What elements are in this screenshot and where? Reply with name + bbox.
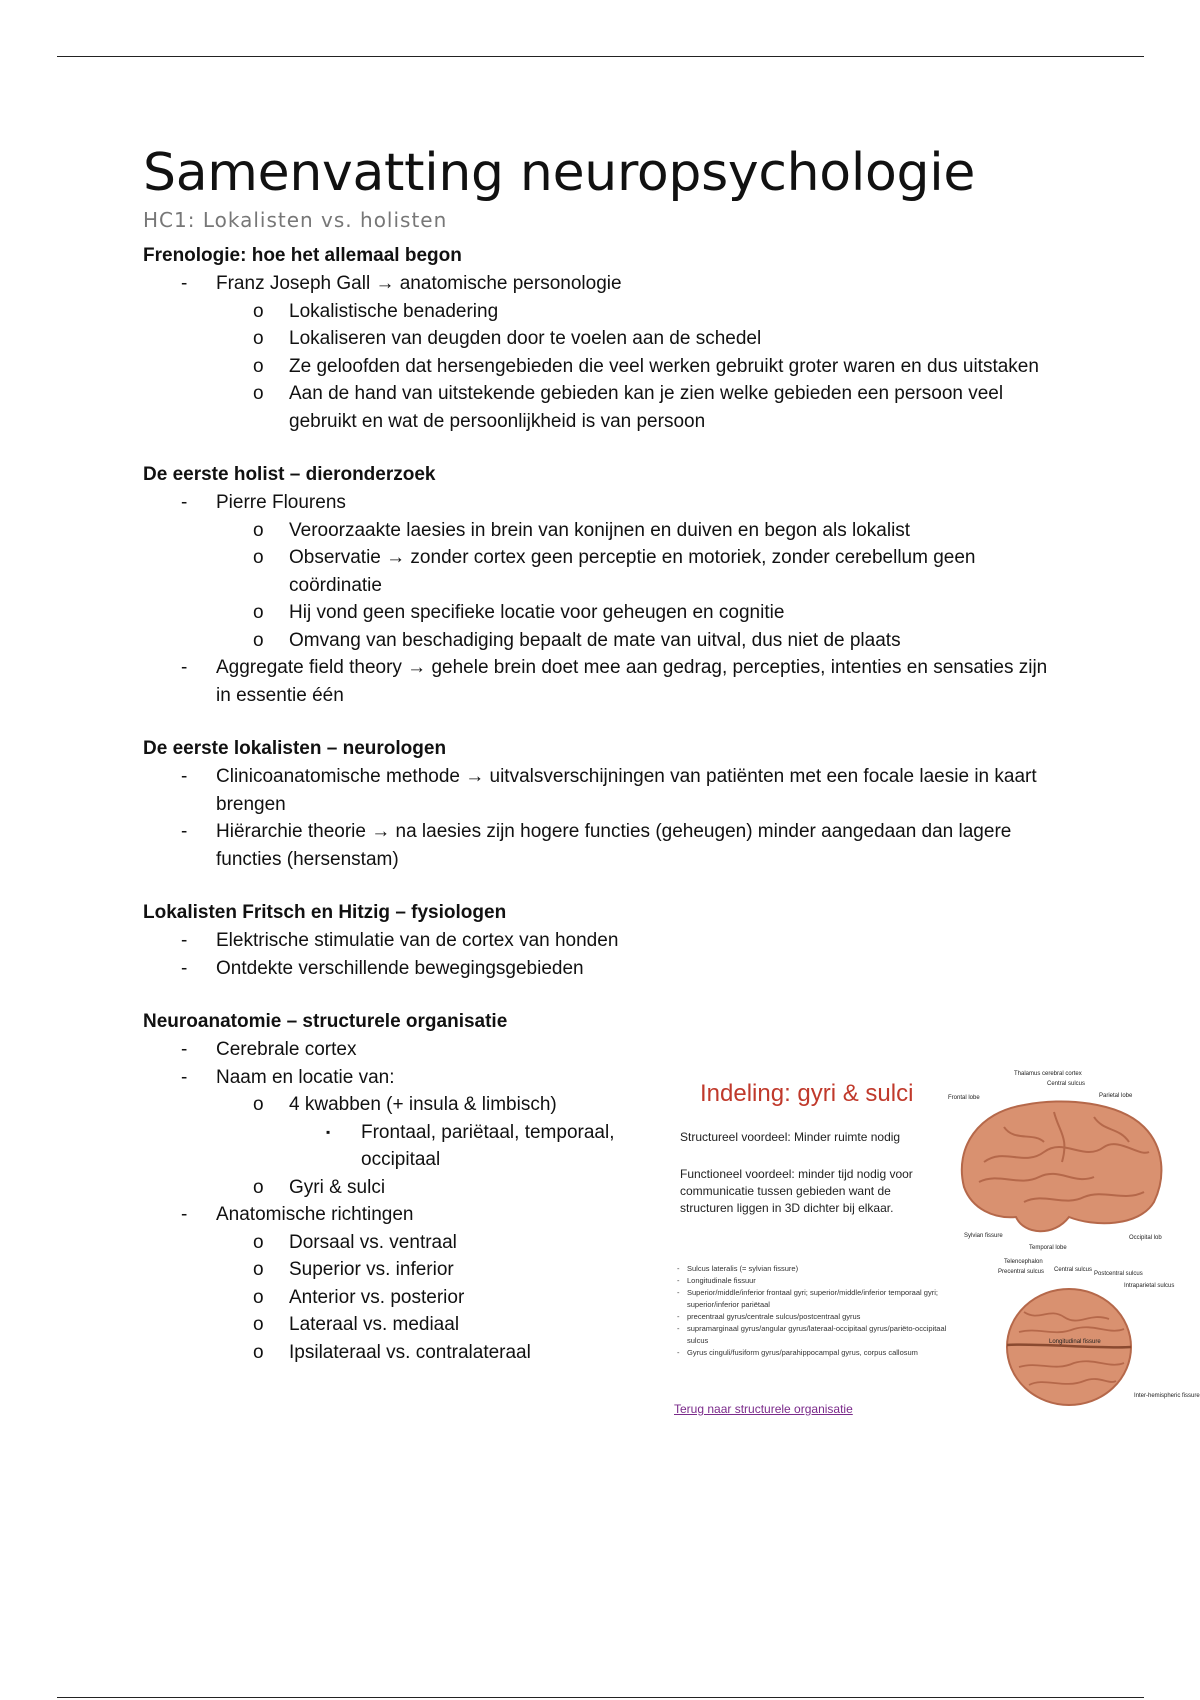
list-item-text: Superior vs. inferior: [289, 1259, 454, 1280]
list-item: [143, 818, 1063, 873]
list-item-text: Anatomische richtingen: [216, 1204, 414, 1225]
list-item: [143, 927, 1063, 955]
list-item: [143, 1119, 653, 1174]
bullet-marker: o: [253, 1231, 264, 1253]
list-item-text: Ontdekte verschillende bewegingsgebieden: [216, 957, 584, 979]
brain-figure: [667, 1067, 1200, 1425]
figure-list: [677, 1263, 947, 1359]
bullet-list: [143, 270, 1063, 435]
bullet-marker: o: [253, 602, 264, 623]
list-item: [143, 325, 1063, 353]
bullet-marker: o: [253, 519, 264, 541]
list-item: [143, 1091, 653, 1119]
bullet-marker: -: [181, 766, 188, 787]
figure-list-item: - supramarginaal gyrus/angular gyrus/lateraal-occipitaal gyrus/pariëto-occipitaal sulcus: [677, 1323, 947, 1347]
bullet-marker: -: [181, 273, 188, 294]
section-heading: Lokalisten Fritsch en Hitzig – fysiologen: [143, 902, 507, 923]
bullet-marker: o: [253, 383, 264, 404]
header-rule: [57, 56, 1144, 57]
list-item: [143, 353, 1063, 381]
section: [143, 461, 1063, 709]
list-item-text: Aggregate field theory → gehele brein doet mee aan gedrag, percepties, intenties en sensaties zijn in essentie één: [216, 657, 1048, 706]
list-item: [143, 599, 1063, 627]
list-item-text: 4 kwabben (+ insula & limbisch): [289, 1094, 557, 1115]
bullet-marker: o: [253, 355, 264, 377]
list-item-text: Aan de hand van uitstekende gebieden kan je zien welke gebieden een persoon veel gebruikt en wat de persoonlijkheid is van persoon: [289, 383, 1004, 432]
footer-rule: [57, 1697, 1144, 1698]
section: [143, 899, 1063, 982]
bullet-marker: -: [181, 1066, 188, 1088]
brain-label: Inter-hemispheric fissure: [1134, 1393, 1200, 1399]
bullet-marker: o: [253, 1314, 264, 1335]
list-item: [143, 489, 1063, 517]
lateral-brain-illustration: [944, 1067, 1174, 1252]
list-item: [143, 1229, 653, 1257]
bullet-marker: -: [181, 1204, 188, 1225]
bullet-marker: o: [253, 1259, 264, 1280]
brain-label: Thalamus cerebral cortex: [1014, 1071, 1082, 1077]
list-item: [143, 1201, 653, 1229]
page-subtitle: HC1: Lokalisten vs. holisten: [143, 208, 448, 232]
brain-label: Postcentral sulcus: [1094, 1271, 1143, 1277]
bullet-list: [143, 927, 1063, 982]
list-item-text: Observatie → zonder cortex geen perceptie en motoriek, zonder cerebellum geen coördinatie: [289, 547, 976, 596]
list-item: [143, 517, 1063, 545]
figure-list-item: - Longitudinale fissuur: [677, 1275, 947, 1287]
list-item-text: Lokalistische benadering: [289, 300, 499, 322]
brain-label: Precentral sulcus: [998, 1269, 1045, 1275]
list-item-text: Frontaal, pariëtaal, temporaal, occipitaal: [361, 1121, 615, 1170]
list-item-text: Hiërarchie theorie → na laesies zijn hogere functies (geheugen) minder aangedaan dan lagere functies (hersenstam): [216, 821, 1012, 870]
list-item-text: Lokaliseren van deugden door te voelen aan de schedel: [289, 328, 762, 349]
list-item: [143, 270, 1063, 298]
section-heading: De eerste lokalisten – neurologen: [143, 738, 447, 759]
list-item-text: Ze geloofden dat hersengebieden die veel werken gebruikt groter waren en dus uitstaken: [289, 355, 1039, 377]
brain-label: Central sulcus: [1047, 1081, 1086, 1087]
list-item-text: Dorsaal vs. ventraal: [289, 1231, 457, 1253]
list-item-text: Clinicoanatomische methode → uitvalsverschijningen van patiënten met een focale laesie in kaart brengen: [216, 766, 1037, 815]
list-item-text: Anterior vs. posterior: [289, 1286, 465, 1308]
brain-label: Intraparietal sulcus: [1124, 1283, 1175, 1289]
brain-label: Parietal lobe: [1099, 1093, 1133, 1099]
section-heading: Neuroanatomie – structurele organisatie: [143, 1011, 508, 1032]
section: [143, 735, 1063, 873]
list-item: [143, 627, 1063, 655]
list-item: [143, 763, 1063, 818]
list-item: [143, 1174, 653, 1202]
bullet-marker: -: [181, 1039, 188, 1060]
list-item-text: Cerebrale cortex: [216, 1039, 357, 1060]
section-heading: Frenologie: hoe het allemaal begon: [143, 245, 462, 266]
list-item-text: Veroorzaakte laesies in brein van konijnen en duiven en begon als lokalist: [289, 519, 911, 541]
brain-label: Frontal lobe: [948, 1095, 980, 1101]
figure-list-item: - precentraal gyrus/centrale sulcus/postcentraal gyrus: [677, 1311, 947, 1323]
bullet-marker: -: [181, 957, 188, 979]
bullet-marker: o: [253, 328, 264, 349]
list-item-text: Hij vond geen specifieke locatie voor geheugen en cognitie: [289, 602, 785, 623]
back-to-structural-link[interactable]: Terug naar structurele organisatie: [674, 1402, 853, 1416]
figure-list-item: - Sulcus lateralis (= sylvian fissure): [677, 1263, 947, 1275]
figure-list-item: - Gyrus cinguli/fusiform gyrus/parahippocampal gyrus, corpus callosum: [677, 1347, 947, 1359]
bullet-marker: -: [181, 657, 188, 678]
figure-functional-text: Functioneel voordeel: minder tijd nodig voor communicatie tussen gebieden want de structuren liggen in 3D dichter bij elkaar.: [680, 1167, 913, 1215]
bullet-marker: o: [253, 1176, 264, 1198]
list-item-text: Naam en locatie van:: [216, 1066, 395, 1088]
bullet-marker: o: [253, 547, 264, 568]
section-heading: De eerste holist – dieronderzoek: [143, 464, 436, 485]
bullet-marker: o: [253, 1286, 264, 1308]
figure-list-item: - Superior/middle/inferior frontaal gyri; superior/middle/inferior temporaal gyri; superior/inferior pariëtaal: [677, 1287, 947, 1311]
figure-title: Indeling: gyri & sulci: [700, 1080, 914, 1107]
list-item-text: Lateraal vs. mediaal: [289, 1314, 460, 1335]
bullet-marker: ▪: [326, 1124, 331, 1139]
list-item: [143, 1284, 653, 1312]
page-title: Samenvatting neuropsychologie: [143, 143, 976, 203]
brain-label: Occipital lob: [1129, 1235, 1162, 1241]
bullet-list: [143, 1036, 653, 1366]
list-item: [143, 1256, 653, 1284]
figure-structural-text: Structureel voordeel: Minder ruimte nodig: [680, 1130, 901, 1144]
list-item-text: Gyri & sulci: [289, 1176, 386, 1198]
list-item-text: Omvang van beschadiging bepaalt de mate van uitval, dus niet de plaats: [289, 629, 901, 651]
list-item: [143, 955, 1063, 983]
bullet-marker: -: [181, 821, 188, 842]
bullet-list: [143, 763, 1063, 873]
list-item-text: Elektrische stimulatie van de cortex van honden: [216, 930, 619, 951]
section: [143, 242, 1063, 435]
bullet-marker: o: [253, 629, 264, 651]
list-item: [143, 1036, 653, 1064]
bullet-marker: -: [181, 492, 188, 513]
bullet-marker: o: [253, 1094, 264, 1115]
list-item-text: Franz Joseph Gall → anatomische personologie: [216, 273, 622, 294]
brain-label: Sylvian fissure: [964, 1233, 1003, 1239]
list-item: [143, 298, 1063, 326]
list-item: [143, 654, 1063, 709]
brain-label: Temporal lobe: [1029, 1245, 1067, 1251]
brain-label: Longitudinal fissure: [1049, 1339, 1101, 1345]
dorsal-brain-illustration: [994, 1257, 1200, 1422]
list-item: [143, 380, 1063, 435]
bullet-marker: o: [253, 1341, 264, 1363]
list-item-text: Pierre Flourens: [216, 492, 346, 513]
bullet-marker: o: [253, 300, 264, 322]
list-item: [143, 1064, 653, 1092]
list-item: [143, 1339, 653, 1367]
list-item-text: Ipsilateraal vs. contralateraal: [289, 1341, 531, 1363]
list-item: [143, 544, 1063, 599]
bullet-marker: -: [181, 930, 188, 951]
bullet-list: [143, 489, 1063, 709]
list-item: [143, 1311, 653, 1339]
brain-label: Telencephalon: [1004, 1259, 1043, 1265]
brain-label: Central sulcus: [1054, 1267, 1093, 1273]
